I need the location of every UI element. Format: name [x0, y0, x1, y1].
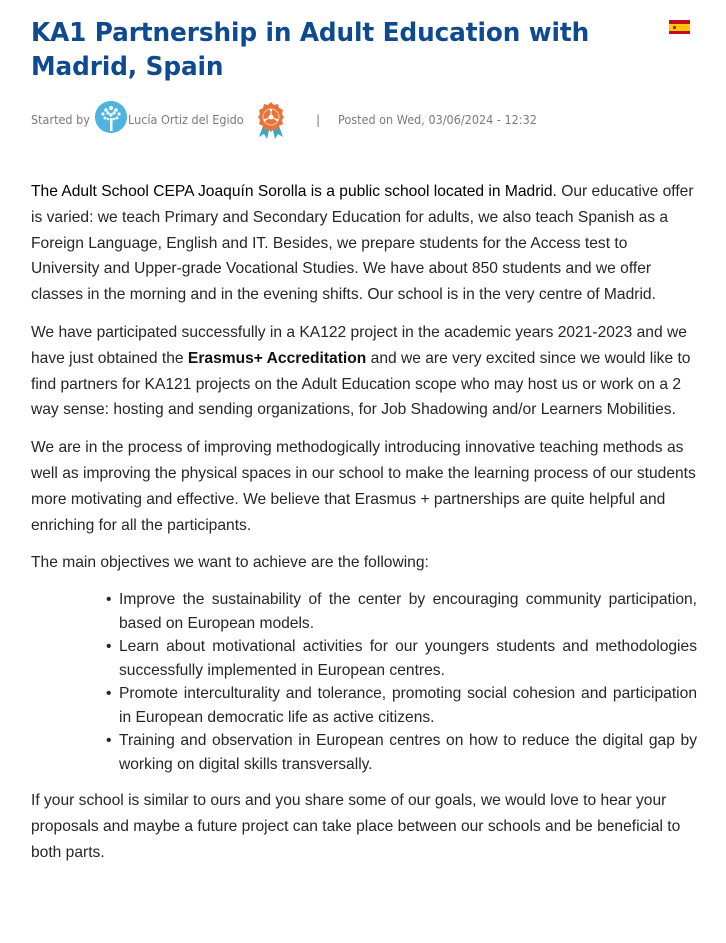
author-name-link[interactable]: Lucía Ortiz del Egido: [128, 111, 244, 127]
objective-item: • Improve the sustainability of the center by encouraging community participation, based on European models.: [119, 588, 697, 635]
post-title: KA1 Partnership in Adult Education with Madrid, Spain: [31, 18, 590, 82]
author-badge: [256, 101, 286, 141]
objective-item: • Promote interculturality and tolerance, promoting social cohesion and participation in European democratic life as active citizens.: [119, 682, 697, 729]
paragraph-objectives-intro: The main objectives we want to achieve are the following:: [31, 554, 429, 572]
posted-date: Posted on Wed, 03/06/2024 - 12:32: [338, 111, 538, 127]
objective-item: • Learn about motivational activities for our youngers students and methodologies successfully implemented in European centres.: [119, 635, 697, 682]
author-avatar[interactable]: [95, 101, 127, 133]
paragraph-accreditation: [31, 320, 697, 423]
started-by-label: Started by: [31, 111, 90, 127]
intro-sentence: The Adult School CEPA Joaquín Sorolla is a public school located in Madrid.: [31, 183, 557, 200]
accreditation-text-pre: We have participated successfully in a KA122 project in the academic years 2021-2023 and we have just obtained the: [31, 323, 687, 367]
tree-avatar-icon: [95, 101, 127, 133]
intro-rest: Our educative offer is varied: we teach Primary and Secondary Education for adults, we also teach Spanish as a Foreign Language, English and IT. Besides, we prepare students for the Access test to University and Upper-grade Vocational Studies. We have about 850 students and we offer classes in the morning and in the evening shifts. Our school is in the very centre of Madrid.: [31, 183, 694, 304]
objectives-list: [31, 588, 697, 776]
accreditation-highlight: Erasmus+ Accreditation: [187, 349, 367, 367]
post-body: [31, 179, 697, 878]
spain-flag-icon: [669, 20, 690, 34]
accreditation-text-post: and we are very excited since we would like to find partners for KA121 projects on the Adult Education scope who may host us or work on a 2 way sense: hosting and sending organizations, for Job Shadowing and/or Learners Mobilities.: [31, 349, 691, 419]
paragraph-closing: If your school is similar to ours and you share some of our goals, we would love to hear your proposals and maybe a future project can take place between our schools and be beneficial to both parts.: [31, 792, 681, 861]
objective-item: • Training and observation in European centres on how to reduce the digital gap by working on digital skills transversally.: [119, 729, 697, 776]
paragraph-intro: [31, 179, 697, 308]
post-meta: [31, 98, 559, 140]
paragraph-improvement: We are in the process of improving methodogically introducing innovative teaching methods as well as improving the physical spaces in our school to make the learning process of our students more motivating and effective. We believe that Erasmus + partnerships are quite helpful and enriching for all the participants.: [31, 439, 696, 534]
ambassador-badge-icon: [256, 101, 286, 141]
meta-separator: |: [316, 111, 321, 127]
